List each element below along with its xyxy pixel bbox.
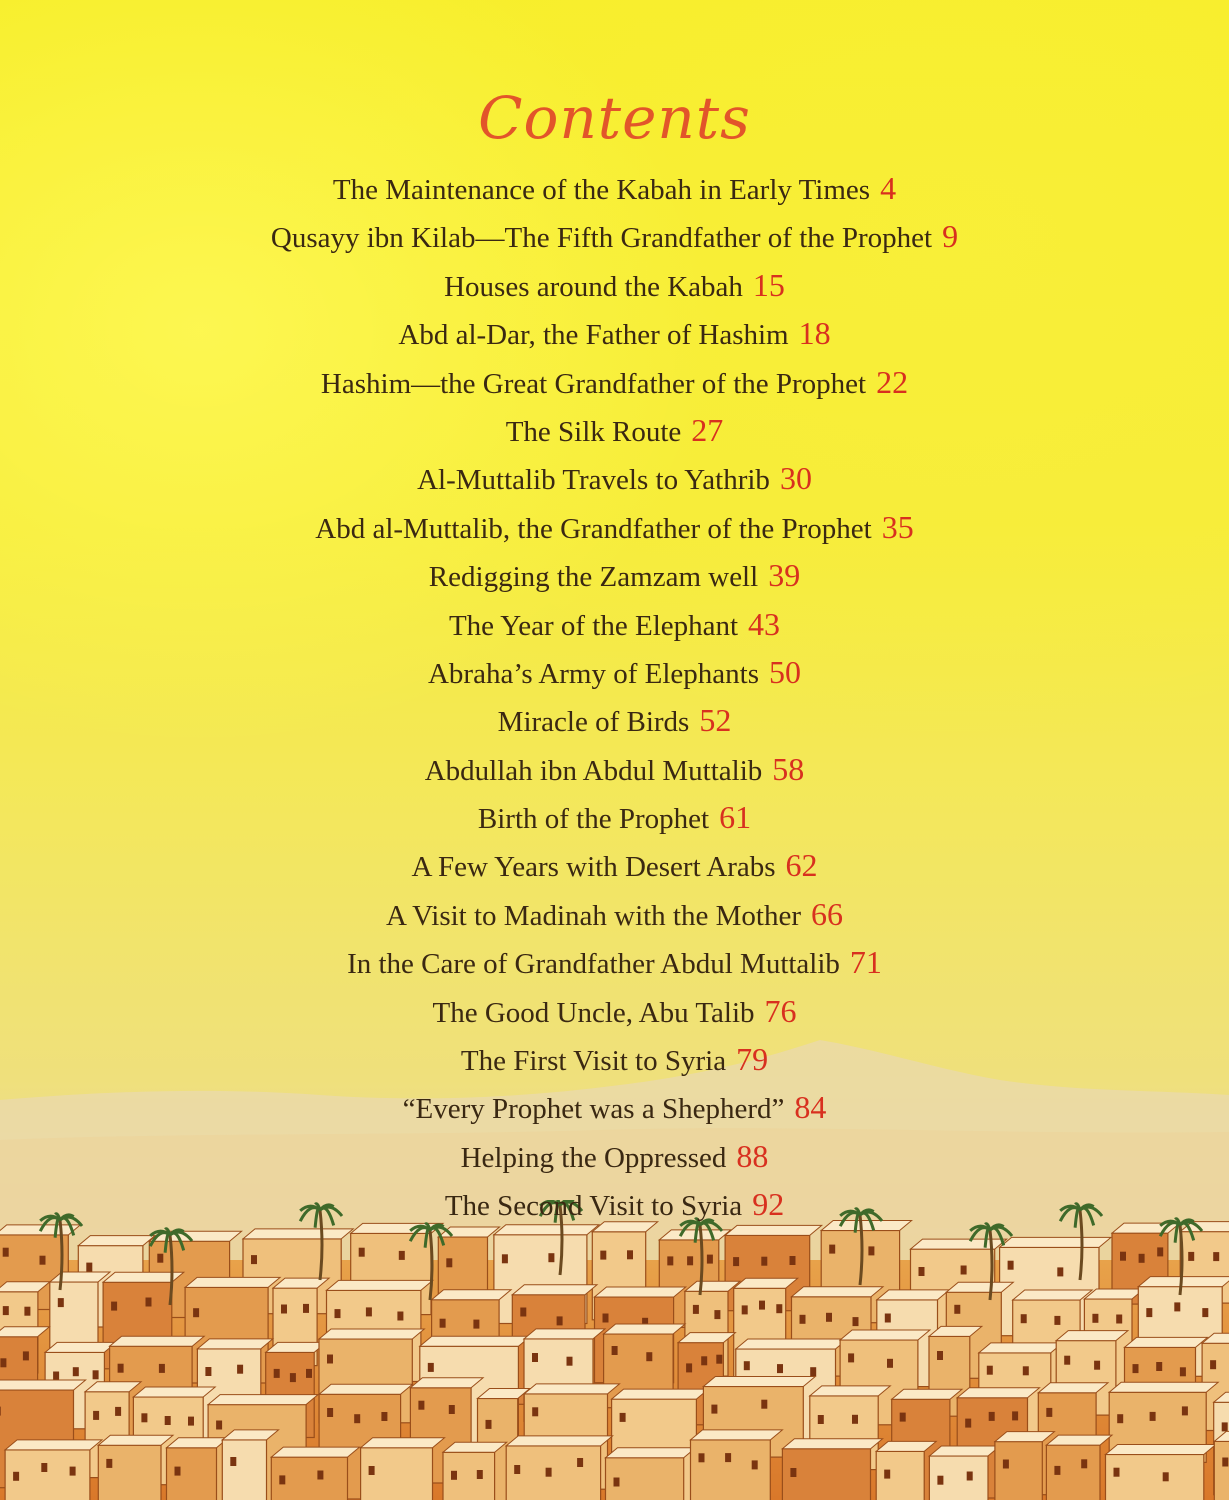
contents-entry[interactable] xyxy=(0,793,1229,841)
table-of-contents xyxy=(0,72,1229,1229)
entry-title: The Year of the Elephant xyxy=(448,609,739,642)
entry-title: The Maintenance of the Kabah in Early Times xyxy=(332,174,871,206)
entry-title: Qusayy ibn Kilab—The Fifth Grandfather of the Prophet xyxy=(270,222,933,255)
entry-page-number: 18 xyxy=(798,315,831,352)
contents-entry[interactable] xyxy=(0,1035,1229,1083)
entry-title: Miracle of Birds xyxy=(497,706,690,739)
entry-title: “Every Prophet was a Shepherd” xyxy=(402,1093,785,1126)
entry-title: In the Care of Grandfather Abdul Muttalib xyxy=(347,948,840,981)
contents-entry[interactable] xyxy=(0,454,1229,502)
contents-entry[interactable] xyxy=(0,938,1229,986)
contents-entry[interactable] xyxy=(0,890,1229,938)
entry-title: A Few Years with Desert Arabs xyxy=(411,851,776,884)
contents-entry[interactable] xyxy=(0,261,1229,309)
entry-title: Abdullah ibn Abdul Muttalib xyxy=(424,754,763,787)
contents-entry[interactable] xyxy=(0,696,1229,744)
city-rooftops-illustration xyxy=(0,1200,1229,1500)
page-title: Contents xyxy=(478,84,751,152)
entry-page-number: 61 xyxy=(719,799,752,836)
entry-title: Helping the Oppressed xyxy=(460,1141,727,1174)
entry-page-number: 58 xyxy=(772,750,805,787)
entry-page-number: 62 xyxy=(785,847,818,884)
entry-title: Abraha’s Army of Elephants xyxy=(427,657,759,690)
entry-page-number: 79 xyxy=(736,1041,769,1078)
entry-page-number: 15 xyxy=(752,266,785,303)
entry-page-number: 27 xyxy=(691,411,724,448)
entry-page-number: 92 xyxy=(752,1186,785,1223)
contents-entry[interactable] xyxy=(0,745,1229,793)
entry-title: The Second Visit to Syria xyxy=(444,1190,743,1223)
contents-entry[interactable] xyxy=(0,212,1229,260)
contents-entry[interactable] xyxy=(0,1132,1229,1180)
entry-title: Birth of the Prophet xyxy=(477,803,710,836)
entry-page-number: 4 xyxy=(880,170,897,206)
entry-page-number: 30 xyxy=(779,460,812,497)
contents-entry[interactable] xyxy=(0,406,1229,454)
entry-page-number: 22 xyxy=(876,363,909,400)
entry-page-number: 35 xyxy=(881,508,914,545)
entry-page-number: 71 xyxy=(849,944,882,981)
entry-page-number: 84 xyxy=(794,1089,827,1126)
contents-entry[interactable] xyxy=(0,164,1229,212)
entry-title: The Silk Route xyxy=(505,415,682,448)
contents-entry[interactable] xyxy=(0,358,1229,406)
entry-title: Houses around the Kabah xyxy=(444,270,743,303)
entry-title: Abd al-Dar, the Father of Hashim xyxy=(398,319,789,352)
entry-page-number: 88 xyxy=(736,1137,769,1174)
entry-page-number: 9 xyxy=(942,218,959,255)
entry-page-number: 43 xyxy=(748,605,781,642)
entry-page-number: 52 xyxy=(699,702,732,739)
contents-entry[interactable] xyxy=(0,1180,1229,1228)
contents-entry[interactable] xyxy=(0,600,1229,648)
entry-title: The Good Uncle, Abu Talib xyxy=(432,996,755,1029)
entry-title: Hashim—the Great Grandfather of the Prophet xyxy=(320,367,867,400)
contents-list xyxy=(0,164,1229,1229)
entry-page-number: 39 xyxy=(768,557,801,594)
entry-page-number: 66 xyxy=(810,895,843,932)
entry-title: Al-Muttalib Travels to Yathrib xyxy=(417,464,770,497)
contents-entry[interactable] xyxy=(0,309,1229,357)
entry-page-number: 76 xyxy=(764,992,797,1029)
contents-entry[interactable] xyxy=(0,841,1229,889)
contents-entry[interactable] xyxy=(0,1083,1229,1131)
entry-title: Abd al-Muttalib, the Grandfather of the Prophet xyxy=(315,512,872,545)
entry-title: A Visit to Madinah with the Mother xyxy=(386,899,801,932)
contents-entry[interactable] xyxy=(0,551,1229,599)
contents-entry[interactable] xyxy=(0,648,1229,696)
entry-title: The First Visit to Syria xyxy=(460,1045,727,1078)
entry-title: Redigging the Zamzam well xyxy=(428,561,759,594)
contents-entry[interactable] xyxy=(0,987,1229,1035)
contents-entry[interactable] xyxy=(0,503,1229,551)
entry-page-number: 50 xyxy=(769,653,801,690)
